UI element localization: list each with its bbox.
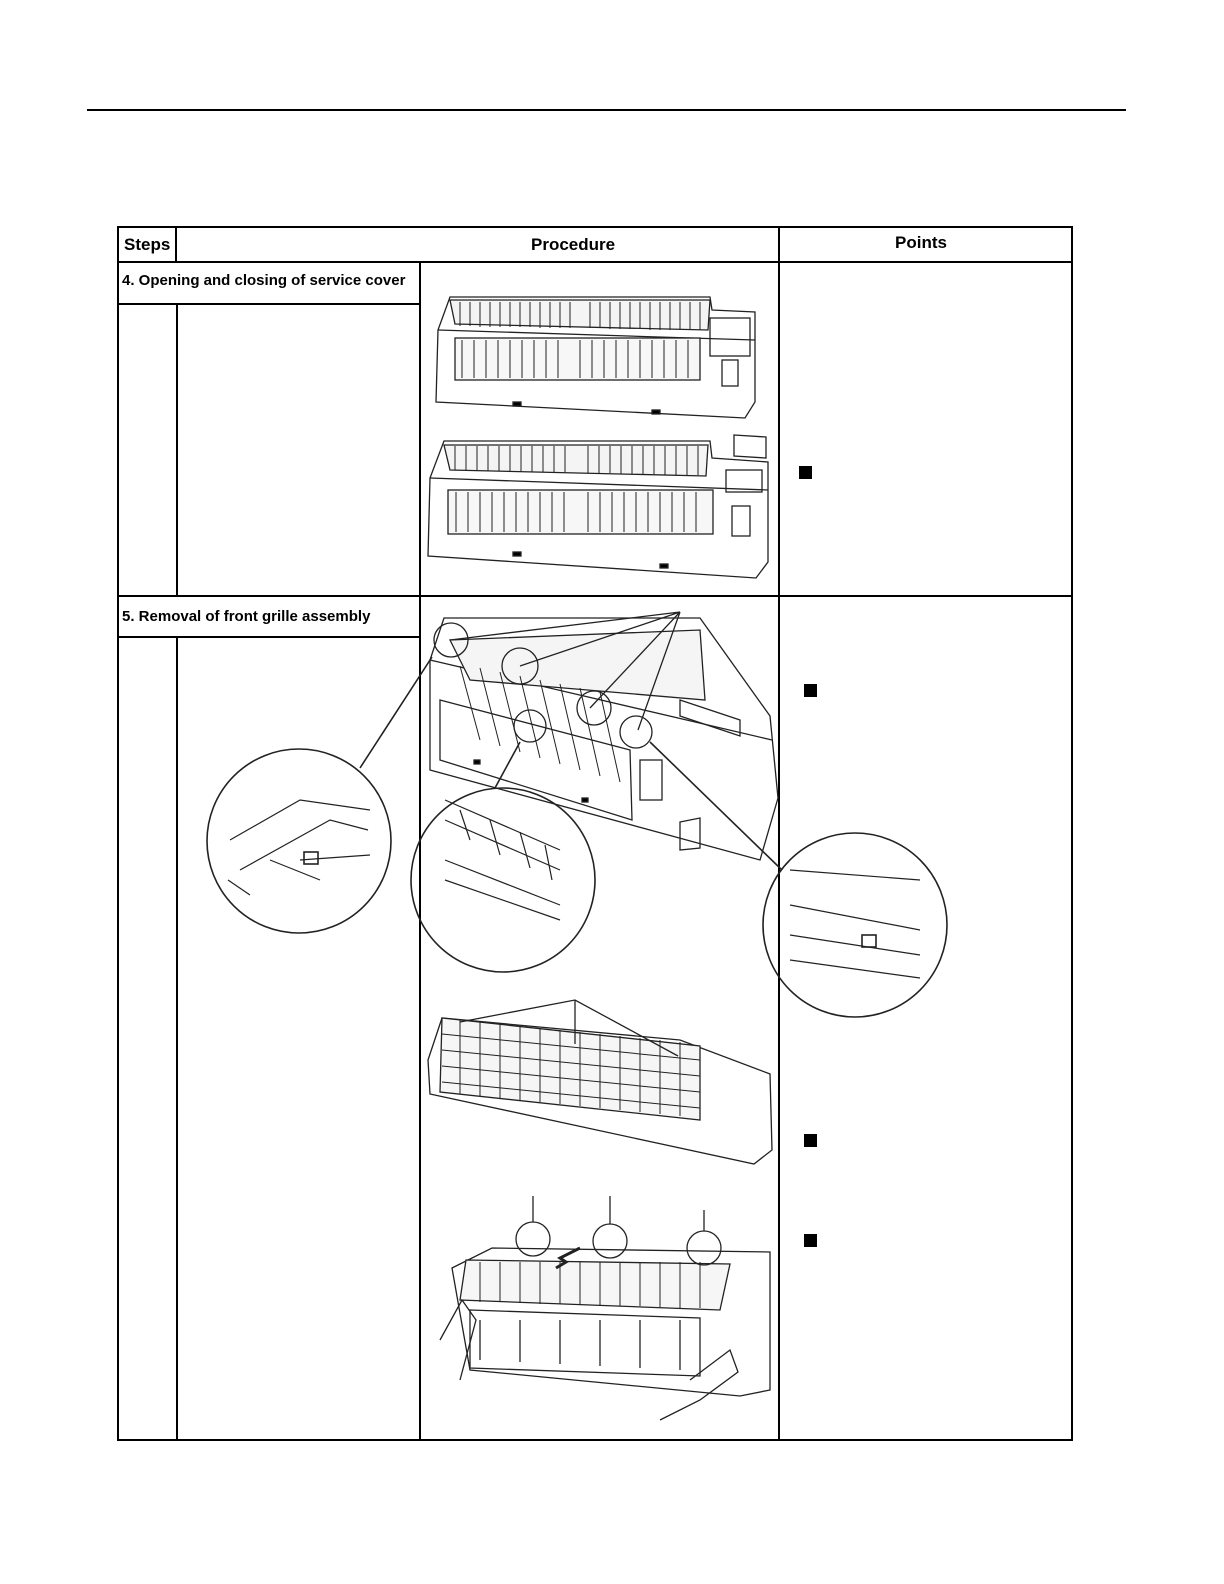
point-bullet-icon xyxy=(804,1134,817,1147)
procedure-header: Procedure xyxy=(531,235,616,254)
front-grille-illustration xyxy=(428,1000,772,1164)
points-header: Points xyxy=(895,233,947,252)
zoom-detail-right-icon xyxy=(650,742,947,1017)
zoom-detail-left-icon xyxy=(207,657,432,933)
indoor-unit-cover-open-illustration xyxy=(428,435,768,578)
step-5-title: 5. Removal of front grille assembly xyxy=(122,608,371,625)
grille-removal-hands-illustration xyxy=(440,1196,770,1420)
zoom-detail-center-icon xyxy=(411,742,595,972)
steps-header: Steps xyxy=(124,235,171,254)
point-bullet-icon xyxy=(804,1234,817,1247)
point-bullet-icon xyxy=(804,684,817,697)
point-bullet-icon xyxy=(799,466,812,479)
indoor-unit-cover-closed-illustration xyxy=(436,297,755,418)
front-grille-clips-illustration xyxy=(430,612,778,860)
step-4-title: 4. Opening and closing of service cover xyxy=(122,272,406,289)
